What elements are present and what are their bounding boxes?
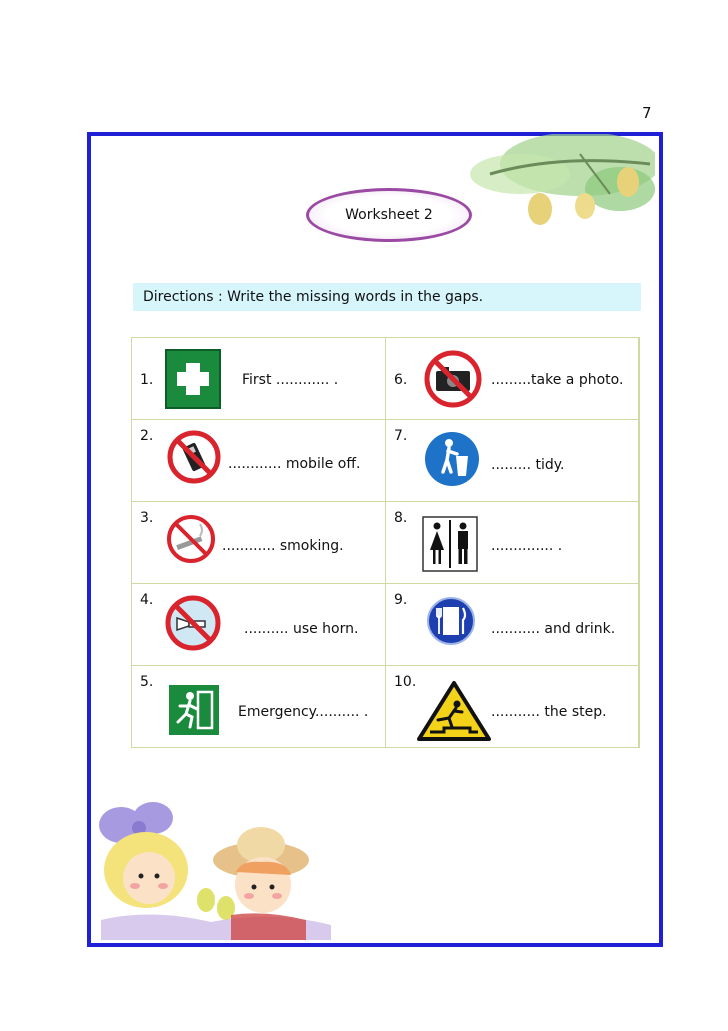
exercise-cell [132, 502, 386, 584]
item-number: 5. [140, 674, 154, 690]
item-text: .........take a photo. [491, 372, 624, 388]
item-number: 7. [394, 428, 408, 444]
no-camera-icon [423, 349, 483, 409]
toilets-icon [422, 516, 478, 572]
no-mobile-phone-icon [167, 430, 221, 484]
exercise-cell [386, 502, 639, 584]
item-text: ............ mobile off. [228, 456, 361, 472]
first-aid-icon [165, 349, 221, 409]
exercise-cell [132, 584, 386, 666]
exercise-cell [132, 338, 386, 420]
item-text: Emergency.......... . [238, 704, 369, 720]
exercise-cell [386, 666, 639, 748]
no-smoking-icon [166, 514, 216, 564]
eat-drink-icon [426, 596, 476, 646]
children-illustration [91, 790, 351, 940]
exercise-cell [386, 420, 639, 502]
litter-bin-icon [423, 430, 481, 488]
item-number: 8. [394, 510, 408, 526]
worksheet-title: Worksheet 2 [306, 188, 472, 242]
item-number: 3. [140, 510, 154, 526]
item-number: 4. [140, 592, 154, 608]
emergency-exit-icon [168, 684, 220, 736]
item-number: 1. [140, 372, 154, 388]
exercise-cell [386, 338, 639, 420]
item-text: ............ smoking. [222, 538, 344, 554]
item-text: ......... tidy. [491, 457, 565, 473]
item-number: 9. [394, 592, 408, 608]
item-text: ........... the step. [491, 704, 607, 720]
item-text: .............. . [491, 538, 563, 554]
exercise-grid [131, 337, 640, 748]
no-horn-icon [165, 594, 221, 652]
item-number: 10. [394, 674, 417, 690]
item-number: 2. [140, 428, 154, 444]
directions-bar: Directions : Write the missing words in the gaps. [133, 283, 641, 311]
page-number: 7 [642, 104, 652, 122]
pear-tree-illustration [460, 134, 655, 244]
exercise-cell [386, 584, 639, 666]
exercise-cell [132, 666, 386, 748]
item-text: First ............ . [242, 372, 339, 388]
item-number: 6. [394, 372, 408, 388]
exercise-cell [132, 420, 386, 502]
caution-step-icon [416, 680, 492, 742]
item-text: .......... use horn. [244, 621, 359, 637]
item-text: ........... and drink. [491, 621, 616, 637]
